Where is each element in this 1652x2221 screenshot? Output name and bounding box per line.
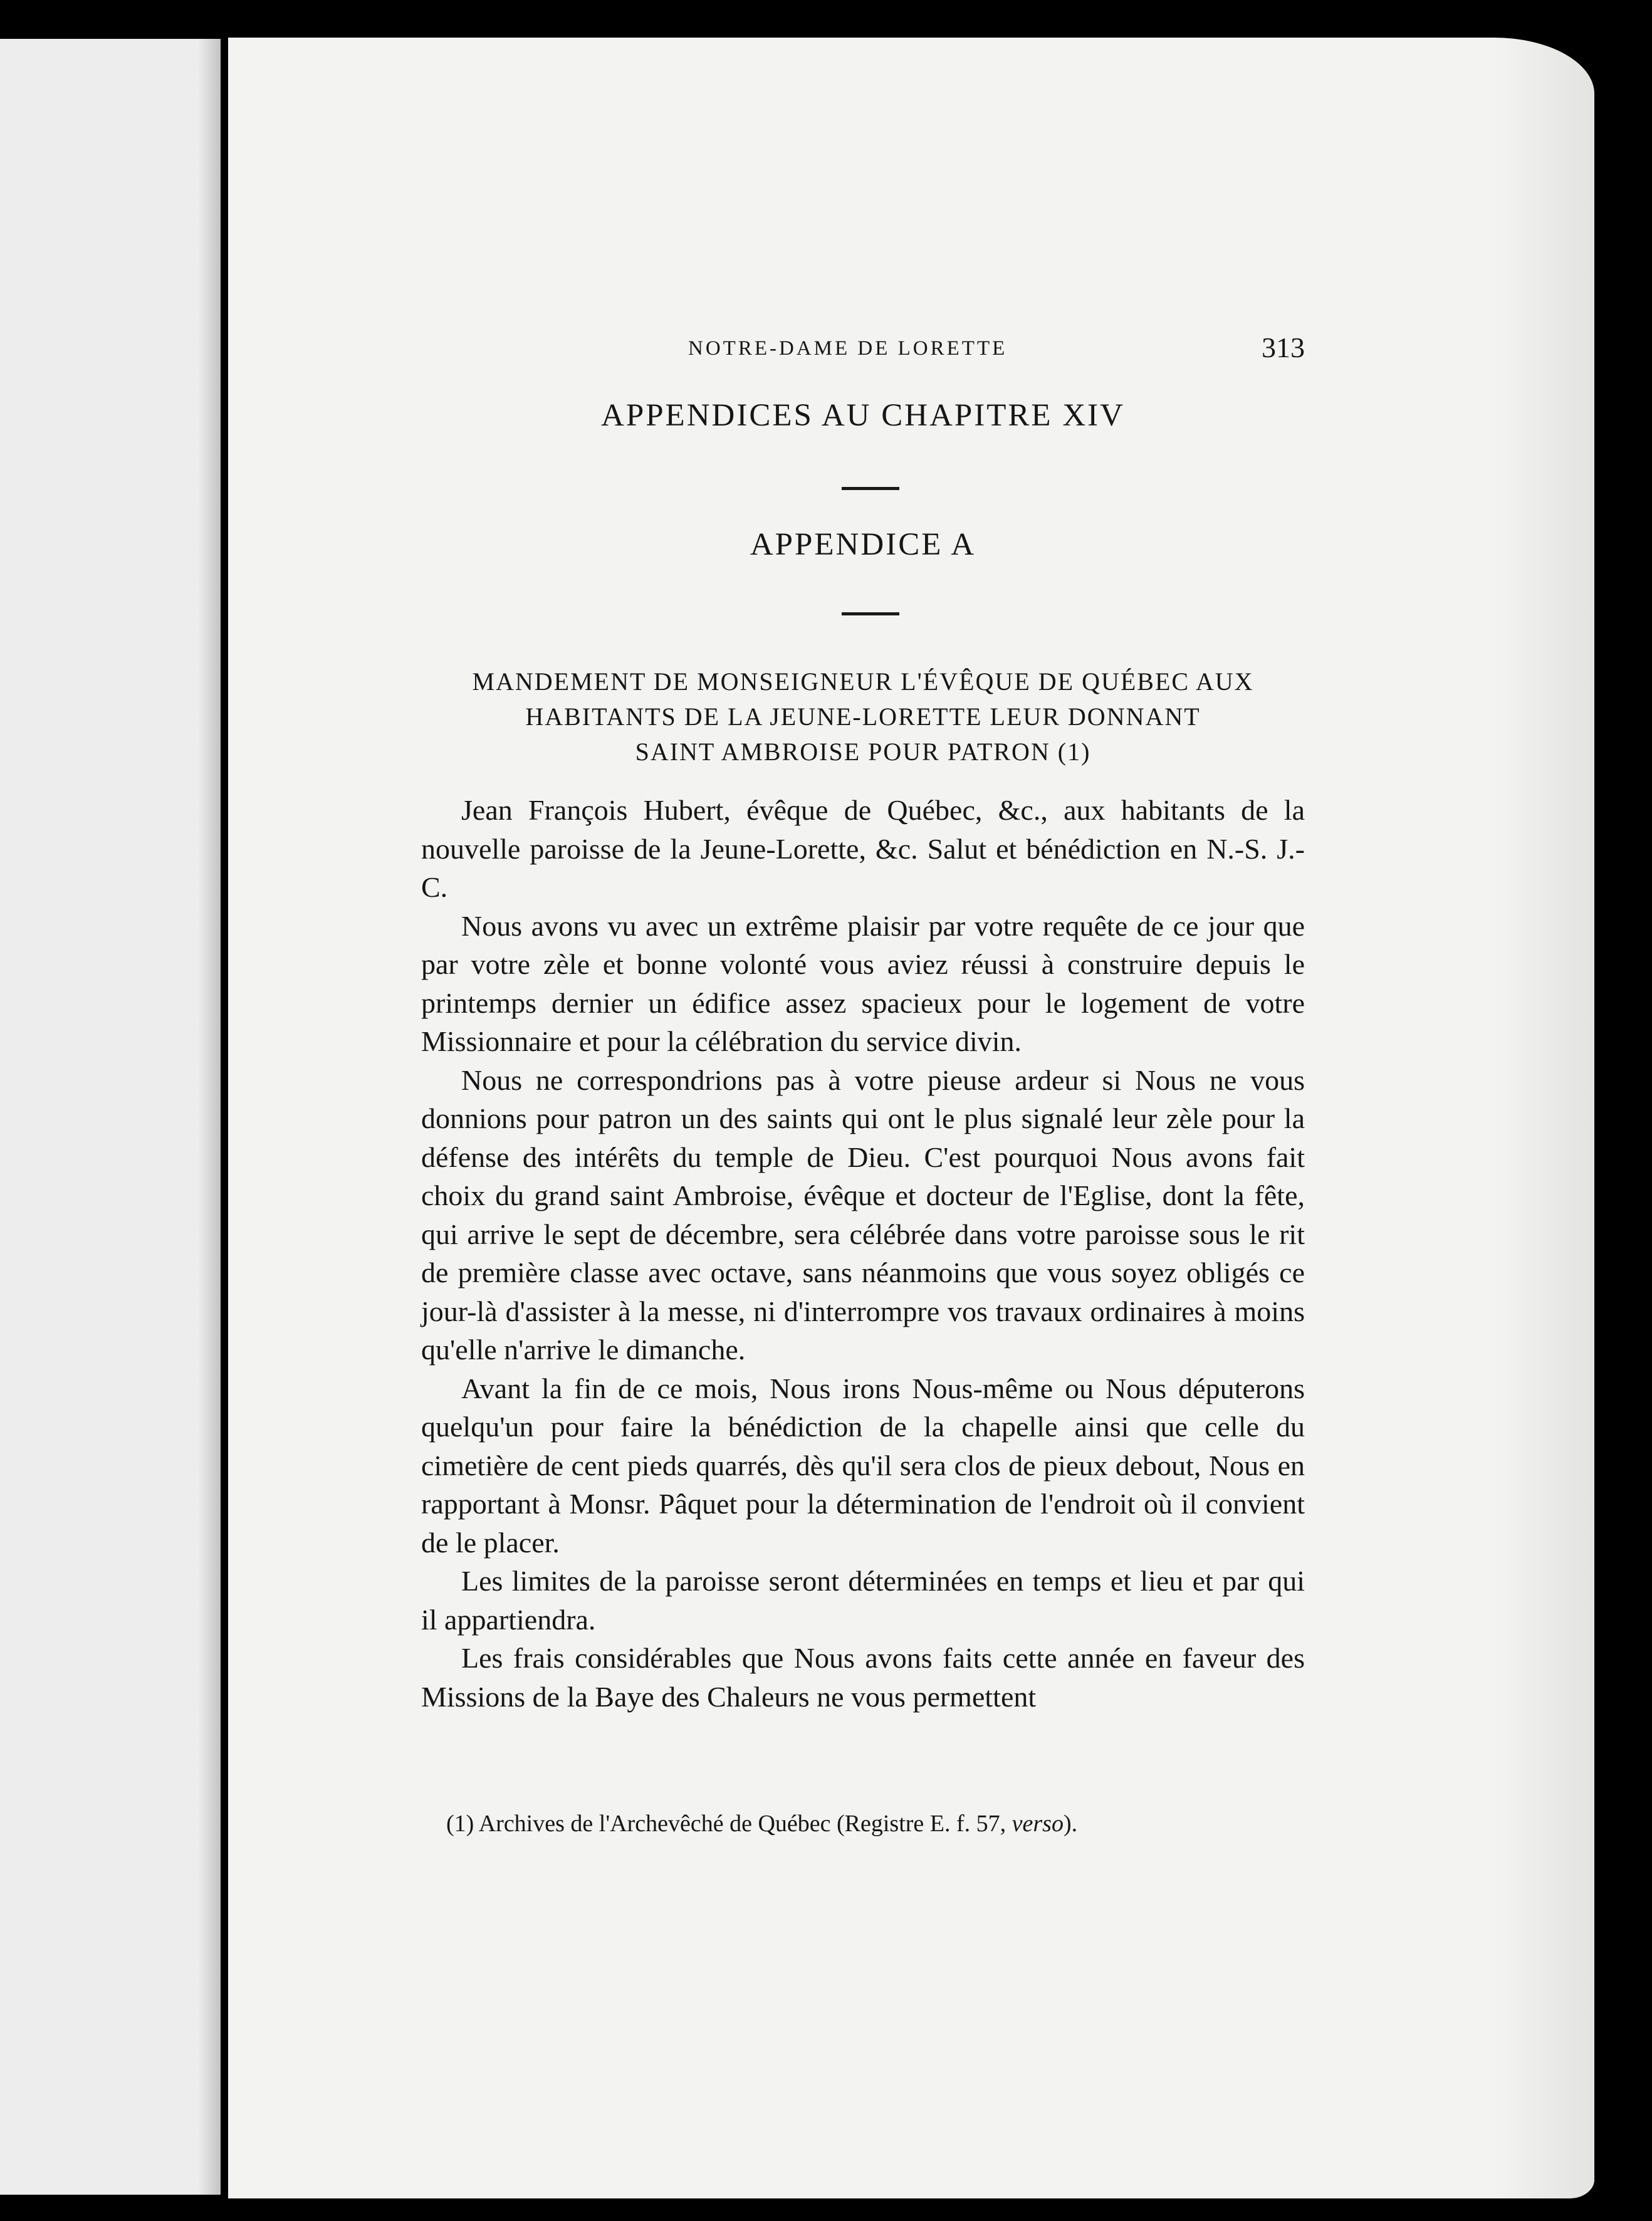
paragraph: Les frais considérables que Nous avons faits cette année en faveur des Missions de la Baye des Chaleurs ne vous permettent: [421, 1642, 1305, 1713]
running-head: [421, 332, 1305, 375]
appendices-title: APPENDICES AU CHAPITRE XIV: [601, 398, 1125, 433]
mandement-line-2: HABITANTS DE LA JEUNE-LORETTE LEUR DONNANT: [525, 703, 1201, 731]
page-gutter: [221, 0, 228, 2221]
mandement-heading: [421, 664, 1305, 770]
footnote-marker: (1): [446, 1811, 474, 1837]
page-curl: [1494, 38, 1594, 2198]
title-rule-bottom: [842, 612, 899, 615]
paragraph: Avant la fin de ce mois, Nous irons Nous-même ou Nous députerons quelqu'un pour faire la bénédiction de la chapelle ainsi que celle du cimetière de cent pieds quarrés, dès qu'il sera clos de pieux debout, Nous en rapportant à Monsr. Pâquet pour la détermination de l'endroit où il convient de le placer.: [421, 1372, 1305, 1559]
body-text: [421, 791, 1305, 1716]
left-page: [0, 39, 223, 2195]
footnote-text: Archives de l'Archevêché de Québec (Registre E. f. 57,: [478, 1811, 1006, 1837]
paragraph: Jean François Hubert, évêque de Québec, &c., aux habitants de la nouvelle paroisse de la Jeune-Lorette, &c. Salut et bénédiction en N.-S. J.-C.: [421, 794, 1305, 903]
footnote: [446, 1810, 1077, 1837]
page-number: 313: [1262, 332, 1305, 363]
footnote-tail: ).: [1063, 1811, 1078, 1837]
paragraph: Nous ne correspondrions pas à votre pieuse ardeur si Nous ne vous donnions pour patron un des saints qui ont le plus signalé leur zèle pour la défense des intérêts du temple de Dieu. C'est pourquoi Nous avons fait choix du grand saint Ambroise, évêque et docteur de l'Eglise, dont la fête, qui arrive le sept de décembre, sera célébrée dans votre paroisse sous le rit de première classe avec octave, sans néanmoins que vous soyez obligés ce jour-là d'assister à la messe, ni d'interrompre vos travaux ordinaires à moins qu'elle n'arrive le dimanche.: [421, 1063, 1305, 1366]
mandement-line-1: MANDEMENT DE MONSEIGNEUR L'ÉVÊQUE DE QUÉBEC AUX: [472, 667, 1254, 696]
title-rule-top: [842, 487, 899, 490]
appendix-title: APPENDICE A: [750, 527, 976, 562]
mandement-line-3: SAINT AMBROISE POUR PATRON (1): [635, 738, 1091, 766]
paragraph: Les limites de la paroisse seront déterminées en temps et lieu et par qui il appartiendra.: [421, 1565, 1305, 1636]
footnote-italic: verso: [1012, 1811, 1064, 1837]
running-title: NOTRE-DAME DE LORETTE: [688, 337, 1008, 360]
left-page-edge-shadow: [198, 39, 221, 2195]
paragraph: Nous avons vu avec un extrême plaisir par votre requête de ce jour que par votre zèle et bonne volonté vous aviez réussi à construire depuis le printemps dernier un édifice assez spacieux pour le logement de votre Missionnaire et pour la célébration du service divin.: [421, 909, 1305, 1057]
